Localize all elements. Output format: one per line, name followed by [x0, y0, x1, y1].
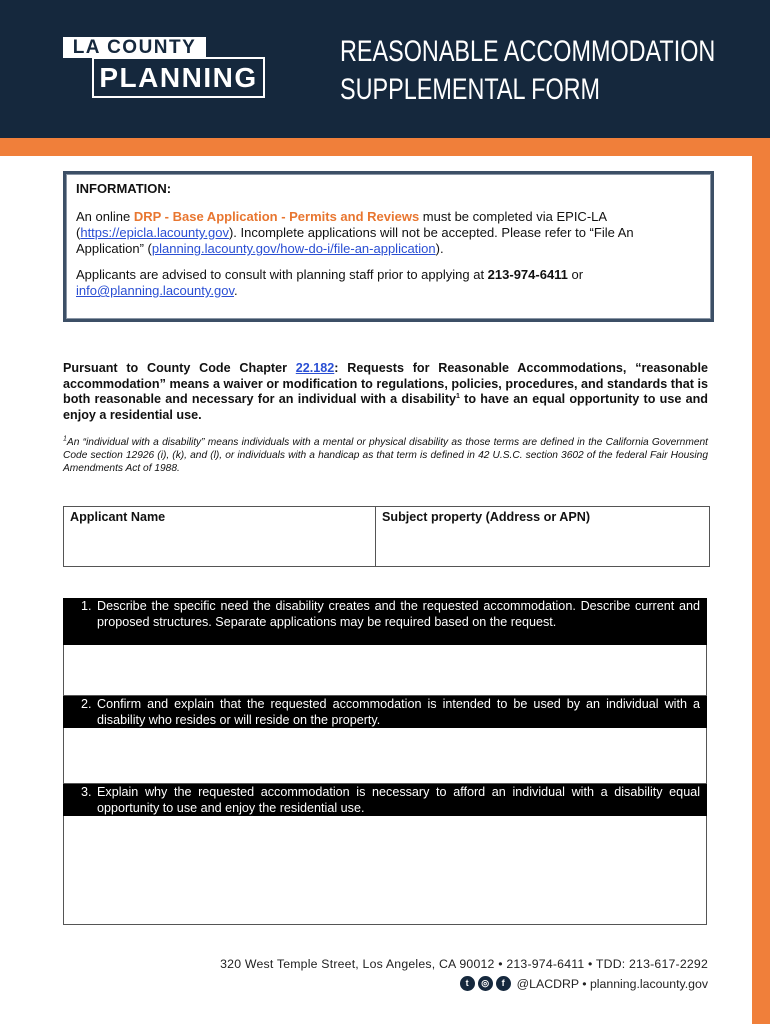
subject-property-label: Subject property (Address or APN)	[382, 510, 591, 524]
form-title-line1: REASONABLE ACCOMMODATION	[340, 35, 716, 68]
question-2-header	[63, 696, 707, 728]
question-1-answer-field[interactable]	[63, 645, 707, 696]
footnote-marker: 1	[456, 392, 460, 400]
facebook-icon[interactable]: f	[496, 976, 511, 991]
info-text: An online	[76, 209, 134, 224]
phone-number: 213-974-6411	[487, 267, 568, 282]
question-number: 3.	[81, 785, 92, 799]
chapter-link[interactable]: 22.182	[295, 361, 335, 375]
info-text: or	[567, 267, 584, 282]
subject-property-field[interactable]	[376, 507, 709, 566]
email-link[interactable]: info@planning.lacounty.gov	[76, 283, 234, 298]
footer-social	[380, 976, 708, 994]
info-text: ). Incomplete applications will not be accepted. Please refer to “File An Application” (	[76, 225, 634, 256]
question-text: Describe the specific need the disability creates and the requested accommodation. Describe current and proposed structures. Separate applications may be required based on the request.	[97, 599, 700, 629]
question-number: 2.	[81, 697, 92, 711]
info-text: .	[234, 283, 238, 298]
applicant-name-field[interactable]	[64, 507, 376, 566]
footer-address: 320 West Temple Street, Los Angeles, CA 90012 • 213-974-6411 • TDD: 213-617-2292	[220, 957, 708, 971]
information-paragraph-1	[76, 209, 701, 257]
question-text: Confirm and explain that the requested accommodation is intended to be used by an individual with a disability who resides or will reside on the property.	[97, 697, 700, 727]
applicant-name-label: Applicant Name	[70, 510, 166, 524]
logo-planning: PLANNING	[92, 57, 265, 98]
question-number: 1.	[81, 599, 92, 613]
info-text: ).	[435, 241, 444, 256]
footnote-number: 1	[63, 435, 67, 443]
question-1-header	[63, 598, 707, 645]
pursuant-text: : Requests for Reasonable Accommodations, “reasonable accommodation” means a waiver or modification to regulations, policies, procedures, and standards that is both reasonable and necessary for an individual with a disability	[63, 361, 708, 406]
pursuant-paragraph	[63, 361, 708, 423]
footer-social-text: @LACDRP • planning.lacounty.gov	[516, 976, 708, 991]
question-text: Explain why the requested accommodation is necessary to afford an individual with a disability equal opportunity to use and enjoy the residential use.	[97, 785, 700, 815]
file-application-link[interactable]: planning.lacounty.gov/how-do-i/file-an-application	[151, 241, 436, 256]
info-text: Applicants are advised to consult with planning staff prior to applying at	[76, 267, 488, 282]
question-3-answer-field[interactable]	[63, 816, 707, 925]
form-title	[340, 33, 716, 109]
twitter-icon[interactable]: t	[460, 976, 475, 991]
drp-application-link[interactable]: DRP - Base Application - Permits and Reviews	[133, 209, 420, 224]
pursuant-text: to have an equal opportunity to use and enjoy a residential use.	[63, 392, 708, 422]
logo-la-county: LA COUNTY	[63, 37, 206, 58]
information-paragraph-2	[76, 267, 701, 299]
info-text: must be completed via EPIC-LA (	[76, 209, 607, 240]
footnote-text: An “individual with a disability” means individuals with a mental or physical disability as those terms are defined in the California Government Code section 12926 (i), (k), and (l), or individuals with a handicap as that term is defined in 42 U.S.C. section 3602 of the federal Fair Housing Amendments Act of 1988.	[63, 437, 708, 474]
orange-accent-strip	[0, 138, 770, 156]
question-2-answer-field[interactable]	[63, 728, 707, 784]
form-title-line2: SUPPLEMENTAL FORM	[340, 73, 601, 106]
applicant-table	[63, 506, 710, 567]
epicla-link[interactable]: https://epicla.lacounty.gov	[80, 225, 229, 240]
footnote	[63, 436, 708, 475]
orange-side-bar	[752, 138, 770, 1024]
information-heading: INFORMATION:	[76, 181, 172, 196]
instagram-icon[interactable]: ◎	[478, 976, 493, 991]
information-box	[63, 171, 714, 322]
pursuant-text: Pursuant to County Code Chapter	[63, 361, 296, 375]
question-3-header	[63, 784, 707, 816]
